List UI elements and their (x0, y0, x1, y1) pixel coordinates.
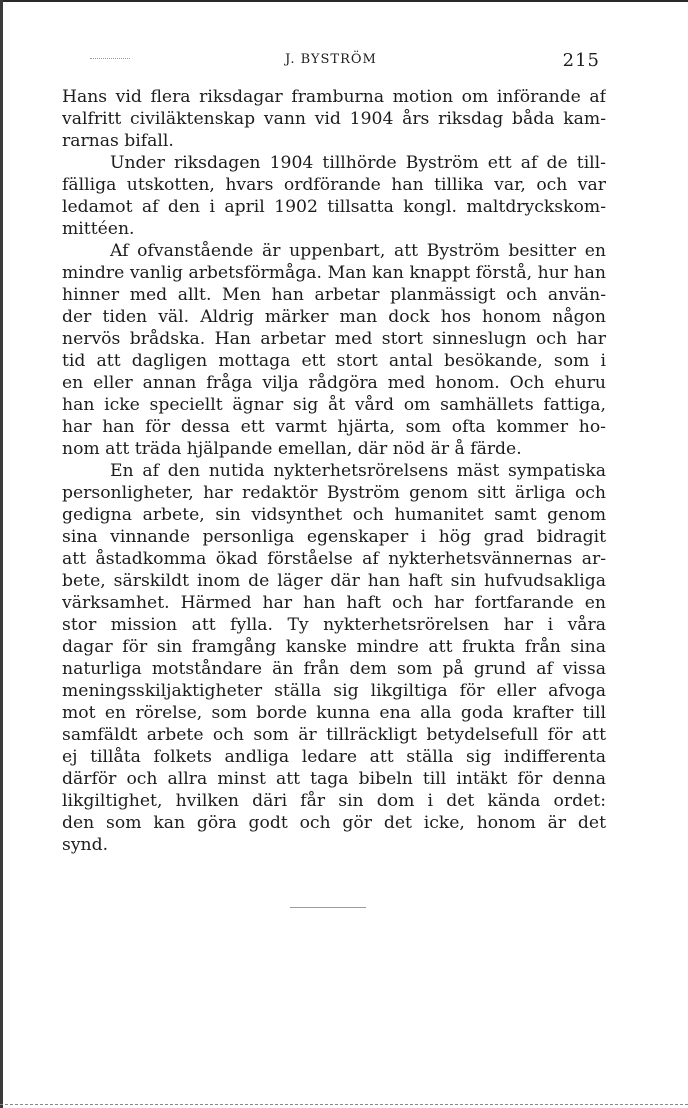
text-line: fälliga utskotten, hvars ordförande han tillika var, och var (62, 175, 606, 195)
text-line: nervös brådska. Han arbetar med stort sinneslugn och har (62, 329, 606, 349)
text-line: dagar för sin framgång kanske mindre att frukta från sina (62, 637, 606, 657)
text-line: synd. (62, 835, 109, 855)
text-line: En af den nutida nykterhetsrörelsens mäst sympatiska (110, 461, 606, 481)
text-line: tid att dagligen mottaga ett stort antal besökande, som i (62, 351, 606, 371)
text-line: ledamot af den i april 1902 tillsatta kongl. maltdryckskom- (62, 197, 606, 217)
running-head: J. BYSTRÖM (285, 52, 377, 67)
text-line: naturliga motståndare än från dem som på grund af vissa (62, 659, 606, 679)
text-line: en eller annan fråga vilja rådgöra med honom. Och ehuru (62, 373, 606, 393)
text-line: personligheter, har redaktör Byström genom sitt ärliga och (62, 483, 606, 503)
body-text (62, 86, 606, 856)
paragraph (62, 152, 606, 240)
text-line: den som kan göra godt och gör det icke, honom är det (62, 813, 606, 833)
text-line: ej tillåta folkets andliga ledare att ställa sig indifferenta (62, 747, 606, 767)
text-line: har han för dessa ett varmt hjärta, som ofta kommer ho- (62, 417, 606, 437)
text-line: mittéen. (62, 219, 135, 239)
end-rule (290, 907, 366, 908)
scan-edge-top (0, 0, 688, 2)
text-line: valfritt civiläktenskap vann vid 1904 års riksdag båda kam- (62, 109, 606, 129)
text-line: värksamhet. Härmed har han haft och har fortfarande en (62, 593, 606, 613)
paragraph (62, 460, 606, 856)
text-line: mot en rörelse, som borde kunna ena alla goda krafter till (62, 703, 606, 723)
scan-edge-bottom (0, 1104, 688, 1105)
page-header (62, 50, 600, 76)
text-line: mindre vanlig arbetsförmåga. Man kan knappt förstå, hur han (62, 263, 606, 283)
text-line: Af ofvanstående är uppenbart, att Byström besitter en (110, 241, 606, 261)
scan-edge-left (0, 0, 3, 1108)
text-line: Hans vid flera riksdagar framburna motion om införande af (62, 87, 606, 107)
text-line: hinner med allt. Men han arbetar planmässigt och använ- (62, 285, 606, 305)
text-line: sina vinnande personliga egenskaper i hög grad bidragit (62, 527, 606, 547)
text-line: samfäldt arbete och som är tillräckligt betydelsefull för att (62, 725, 606, 745)
paragraph (62, 86, 606, 152)
text-line: bete, särskildt inom de läger där han haft sin hufvudsakliga (62, 571, 606, 591)
text-line: likgiltighet, hvilken däri får sin dom i det kända ordet: (62, 791, 606, 811)
text-line: gedigna arbete, sin vidsynthet och humanitet samt genom (62, 505, 606, 525)
page-number: 215 (562, 50, 600, 71)
text-line: nom att träda hjälpande emellan, där nöd är å färde. (62, 439, 522, 459)
text-line: han icke speciellt ägnar sig åt vård om samhällets fattiga, (62, 395, 606, 415)
paragraph (62, 240, 606, 460)
text-line: att åstadkomma ökad förståelse af nykterhetsvännernas ar- (62, 549, 606, 569)
text-line: der tiden väl. Aldrig märker man dock hos honom någon (62, 307, 606, 327)
text-line: därför och allra minst att taga bibeln till intäkt för denna (62, 769, 606, 789)
text-line: rarnas bifall. (62, 131, 174, 151)
text-line: Under riksdagen 1904 tillhörde Byström ett af de till- (110, 153, 606, 173)
text-line: meningsskiljaktigheter ställa sig likgiltiga för eller afvoga (62, 681, 606, 701)
text-line: stor mission att fylla. Ty nykterhetsrörelsen har i våra (62, 615, 606, 635)
